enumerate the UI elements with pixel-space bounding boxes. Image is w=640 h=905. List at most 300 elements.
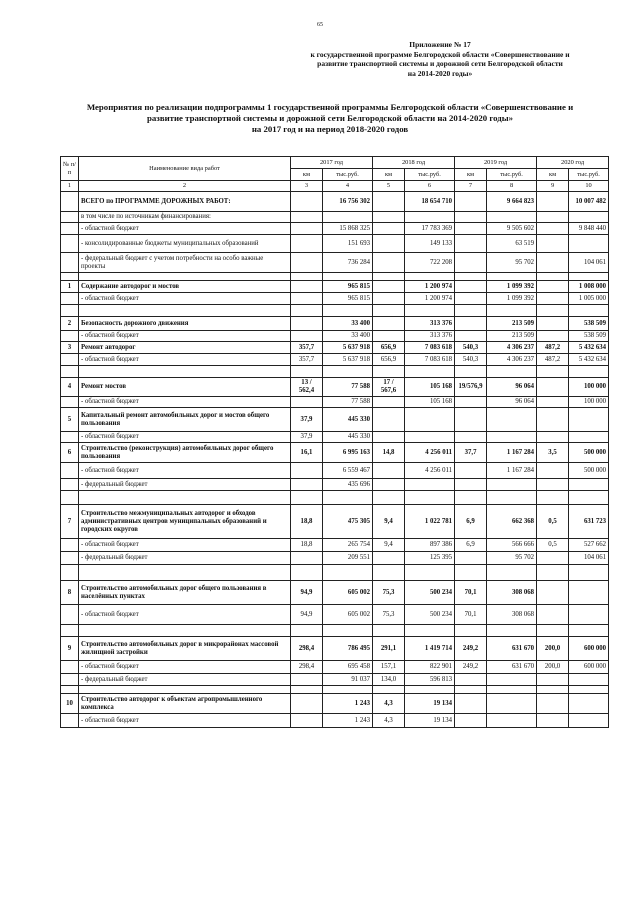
rub-value xyxy=(487,305,537,317)
km-value xyxy=(537,253,569,273)
km-value xyxy=(291,212,323,223)
rub-value xyxy=(569,565,609,581)
km-value: 4,3 xyxy=(373,714,405,728)
km-value: 37,9 xyxy=(291,408,323,432)
rub-value: 5 432 634 xyxy=(569,342,609,354)
appendix-line: развитие транспортной системы и дорожной сети Белгородской области xyxy=(317,59,563,68)
km-value xyxy=(373,305,405,317)
rub-value: 91 037 xyxy=(323,674,373,686)
rub-value: 500 234 xyxy=(405,581,455,605)
rub-value xyxy=(487,408,537,432)
work-name: Безопасность дорожного движения xyxy=(79,317,291,331)
rub-value: 695 458 xyxy=(323,661,373,674)
km-value xyxy=(373,625,405,637)
row-number xyxy=(61,539,79,552)
row-number xyxy=(61,686,79,694)
km-value xyxy=(537,397,569,408)
header-year: 2017 год xyxy=(291,157,373,169)
table-row xyxy=(61,637,609,661)
work-name xyxy=(79,491,291,505)
km-value xyxy=(455,293,487,305)
km-value xyxy=(455,305,487,317)
km-value xyxy=(455,714,487,728)
km-value xyxy=(373,463,405,479)
work-name: в том числе по источникам финансирования: xyxy=(79,212,291,223)
rub-value: 1 200 974 xyxy=(405,293,455,305)
km-value: 200,0 xyxy=(537,661,569,674)
rub-value xyxy=(405,305,455,317)
km-value xyxy=(291,625,323,637)
rub-value: 63 519 xyxy=(487,235,537,253)
km-value xyxy=(291,463,323,479)
col-number: 5 xyxy=(373,181,405,192)
km-value xyxy=(291,235,323,253)
rub-value xyxy=(569,674,609,686)
km-value xyxy=(455,235,487,253)
table-row xyxy=(61,505,609,539)
km-value: 18,8 xyxy=(291,539,323,552)
rub-value: 736 284 xyxy=(323,253,373,273)
table-row xyxy=(61,552,609,565)
work-name: Строительство (реконструкция) автомобильных дорог общего пользования xyxy=(79,443,291,463)
rub-value: 965 815 xyxy=(323,281,373,293)
rub-value: 1 099 392 xyxy=(487,293,537,305)
rub-value: 19 134 xyxy=(405,694,455,714)
rub-value: 77 588 xyxy=(323,397,373,408)
work-name xyxy=(79,625,291,637)
rub-value: 5 637 918 xyxy=(323,354,373,366)
rub-value: 5 637 918 xyxy=(323,342,373,354)
rub-value: 149 133 xyxy=(405,235,455,253)
rub-value xyxy=(569,305,609,317)
rub-value xyxy=(323,212,373,223)
km-value xyxy=(455,408,487,432)
table-row xyxy=(61,674,609,686)
km-value: 19/576,9 xyxy=(455,378,487,397)
rub-value: 125 395 xyxy=(405,552,455,565)
work-name: Строительство автомобильных дорог общего пользования в населённых пунктах xyxy=(79,581,291,605)
row-number: 1 xyxy=(61,281,79,293)
rub-value: 151 693 xyxy=(323,235,373,253)
header-rub: тыс.руб. xyxy=(405,169,455,181)
rub-value: 100 000 xyxy=(569,378,609,397)
table-row xyxy=(61,331,609,342)
appendix-line: к государственной программе Белгородской области «Совершенствование и xyxy=(310,49,570,59)
km-value: 3,5 xyxy=(537,443,569,463)
rub-value xyxy=(405,408,455,432)
work-name: - областной бюджет xyxy=(79,463,291,479)
table-row xyxy=(61,273,609,281)
km-value xyxy=(291,552,323,565)
rub-value xyxy=(323,625,373,637)
km-value xyxy=(455,625,487,637)
km-value: 17 / 567,6 xyxy=(373,378,405,397)
table-row xyxy=(61,212,609,223)
row-number xyxy=(61,479,79,491)
rub-value xyxy=(569,605,609,625)
km-value xyxy=(537,192,569,212)
km-value xyxy=(291,281,323,293)
rub-value xyxy=(323,305,373,317)
table-row xyxy=(61,223,609,235)
km-value xyxy=(455,686,487,694)
rub-value xyxy=(487,686,537,694)
rub-value: 15 868 325 xyxy=(323,223,373,235)
rub-value: 10 007 482 xyxy=(569,192,609,212)
km-value xyxy=(291,293,323,305)
header-rub: тыс.руб. xyxy=(569,169,609,181)
rub-value xyxy=(487,714,537,728)
km-value xyxy=(291,253,323,273)
rub-value: 96 064 xyxy=(487,397,537,408)
rub-value xyxy=(323,491,373,505)
rub-value: 6 995 163 xyxy=(323,443,373,463)
km-value xyxy=(537,317,569,331)
km-value xyxy=(373,223,405,235)
rub-value xyxy=(569,366,609,378)
km-value xyxy=(373,192,405,212)
row-number xyxy=(61,552,79,565)
km-value xyxy=(537,432,569,443)
rub-value xyxy=(405,686,455,694)
km-value xyxy=(373,281,405,293)
rub-value: 475 305 xyxy=(323,505,373,539)
rub-value: 9 505 602 xyxy=(487,223,537,235)
table-row xyxy=(61,491,609,505)
row-number xyxy=(61,605,79,625)
rub-value: 77 588 xyxy=(323,378,373,397)
rub-value: 209 551 xyxy=(323,552,373,565)
rub-value: 445 330 xyxy=(323,408,373,432)
rub-value xyxy=(569,273,609,281)
table-row xyxy=(61,408,609,432)
km-value: 70,1 xyxy=(455,581,487,605)
rub-value: 4 256 011 xyxy=(405,443,455,463)
col-number: 1 xyxy=(61,181,79,192)
rub-value: 6 559 467 xyxy=(323,463,373,479)
table-row xyxy=(61,625,609,637)
table-row xyxy=(61,605,609,625)
work-name: Капитальный ремонт автомобильных дорог и мостов общего пользования xyxy=(79,408,291,432)
rub-value xyxy=(405,479,455,491)
work-name: - областной бюджет xyxy=(79,605,291,625)
km-value xyxy=(537,463,569,479)
km-value xyxy=(373,253,405,273)
km-value: 157,1 xyxy=(373,661,405,674)
work-name xyxy=(79,565,291,581)
km-value xyxy=(291,273,323,281)
rub-value xyxy=(569,491,609,505)
work-name: Строительство автомобильных дорог в микрорайонах массовой жилищной застройки xyxy=(79,637,291,661)
header-km: км xyxy=(537,169,569,181)
row-number: 3 xyxy=(61,342,79,354)
km-value xyxy=(455,491,487,505)
rub-value: 445 330 xyxy=(323,432,373,443)
rub-value: 538 509 xyxy=(569,331,609,342)
km-value xyxy=(537,378,569,397)
rub-value xyxy=(569,625,609,637)
title-line: развитие транспортной системы и дорожной сети Белгородской области на 2014-2020 годы» xyxy=(147,113,513,123)
work-name: - областной бюджет xyxy=(79,354,291,366)
rub-value xyxy=(487,674,537,686)
rub-value xyxy=(405,432,455,443)
km-value: 357,7 xyxy=(291,342,323,354)
rub-value: 1 005 000 xyxy=(569,293,609,305)
rub-value: 19 134 xyxy=(405,714,455,728)
km-value: 94,9 xyxy=(291,605,323,625)
rub-value xyxy=(569,581,609,605)
rub-value: 786 495 xyxy=(323,637,373,661)
table-row xyxy=(61,342,609,354)
km-value xyxy=(537,235,569,253)
row-number xyxy=(61,397,79,408)
page-number: 65 xyxy=(317,22,323,28)
table-row xyxy=(61,253,609,273)
rub-value xyxy=(405,212,455,223)
rub-value: 1 167 284 xyxy=(487,463,537,479)
work-name: - областной бюджет xyxy=(79,539,291,552)
header-km: км xyxy=(373,169,405,181)
work-name: - областной бюджет xyxy=(79,223,291,235)
km-value xyxy=(537,674,569,686)
table-row xyxy=(61,281,609,293)
rub-value xyxy=(405,491,455,505)
km-value xyxy=(537,293,569,305)
row-number xyxy=(61,223,79,235)
rub-value: 1 167 284 xyxy=(487,443,537,463)
table-row xyxy=(61,479,609,491)
km-value xyxy=(455,463,487,479)
work-name: ВСЕГО по ПРОГРАММЕ ДОРОЖНЫХ РАБОТ: xyxy=(79,192,291,212)
rub-value xyxy=(487,273,537,281)
work-name: Ремонт мостов xyxy=(79,378,291,397)
rub-value: 600 000 xyxy=(569,661,609,674)
col-number: 10 xyxy=(569,181,609,192)
rub-value: 631 670 xyxy=(487,661,537,674)
km-value: 75,3 xyxy=(373,605,405,625)
km-value: 249,2 xyxy=(455,661,487,674)
rub-value xyxy=(569,694,609,714)
km-value xyxy=(537,366,569,378)
km-value xyxy=(373,397,405,408)
table-row xyxy=(61,293,609,305)
km-value xyxy=(291,223,323,235)
rub-value xyxy=(487,212,537,223)
work-name: - областной бюджет xyxy=(79,661,291,674)
col-number: 9 xyxy=(537,181,569,192)
rub-value xyxy=(569,408,609,432)
rub-value: 7 083 618 xyxy=(405,342,455,354)
rub-value: 9 664 823 xyxy=(487,192,537,212)
rub-value: 566 666 xyxy=(487,539,537,552)
km-value xyxy=(537,223,569,235)
work-name xyxy=(79,273,291,281)
km-value xyxy=(373,366,405,378)
work-name: - областной бюджет xyxy=(79,397,291,408)
km-value xyxy=(537,605,569,625)
work-name: - областной бюджет xyxy=(79,714,291,728)
km-value: 13 / 562,4 xyxy=(291,378,323,397)
km-value xyxy=(537,714,569,728)
work-name: Строительство автодорог к объектам агропромышленного комплекса xyxy=(79,694,291,714)
km-value xyxy=(291,674,323,686)
header-row-colnums xyxy=(61,181,609,192)
row-number xyxy=(61,714,79,728)
km-value xyxy=(537,479,569,491)
km-value xyxy=(455,281,487,293)
row-number xyxy=(61,192,79,212)
header-num: № п/п xyxy=(61,157,79,181)
km-value: 0,5 xyxy=(537,505,569,539)
km-value xyxy=(537,625,569,637)
rub-value: 105 168 xyxy=(405,378,455,397)
rub-value: 100 000 xyxy=(569,397,609,408)
work-name xyxy=(79,305,291,317)
rub-value: 308 068 xyxy=(487,581,537,605)
km-value xyxy=(537,305,569,317)
table-row xyxy=(61,366,609,378)
km-value xyxy=(373,293,405,305)
table-row xyxy=(61,686,609,694)
rub-value xyxy=(569,212,609,223)
km-value xyxy=(291,331,323,342)
col-number: 3 xyxy=(291,181,323,192)
rub-value: 1 419 714 xyxy=(405,637,455,661)
rub-value: 897 386 xyxy=(405,539,455,552)
km-value xyxy=(291,317,323,331)
header-km: км xyxy=(455,169,487,181)
km-value xyxy=(373,273,405,281)
table-row xyxy=(61,714,609,728)
col-number: 6 xyxy=(405,181,455,192)
rub-value: 527 662 xyxy=(569,539,609,552)
km-value xyxy=(455,253,487,273)
header-year: 2018 год xyxy=(373,157,455,169)
row-number xyxy=(61,674,79,686)
km-value: 357,7 xyxy=(291,354,323,366)
km-value xyxy=(373,491,405,505)
km-value xyxy=(373,317,405,331)
header-row-years xyxy=(61,157,609,169)
km-value: 18,8 xyxy=(291,505,323,539)
km-value: 37,7 xyxy=(455,443,487,463)
km-value xyxy=(291,479,323,491)
table-row xyxy=(61,235,609,253)
rub-value: 104 061 xyxy=(569,253,609,273)
km-value xyxy=(455,212,487,223)
rub-value: 1 099 392 xyxy=(487,281,537,293)
km-value xyxy=(537,212,569,223)
row-number xyxy=(61,366,79,378)
rub-value: 631 670 xyxy=(487,637,537,661)
table-row xyxy=(61,354,609,366)
work-name: Содержание автодорог и мостов xyxy=(79,281,291,293)
km-value: 291,1 xyxy=(373,637,405,661)
rub-value xyxy=(569,235,609,253)
table-row xyxy=(61,378,609,397)
work-name: Строительство межмуниципальных автодорог и обходов административных центров муниципальных образований и городских округов xyxy=(79,505,291,539)
km-value: 70,1 xyxy=(455,605,487,625)
km-value: 134,0 xyxy=(373,674,405,686)
rub-value: 308 068 xyxy=(487,605,537,625)
km-value xyxy=(455,694,487,714)
table-row xyxy=(61,305,609,317)
rub-value: 500 000 xyxy=(569,463,609,479)
km-value: 6,9 xyxy=(455,539,487,552)
rub-value xyxy=(487,432,537,443)
row-number xyxy=(61,273,79,281)
rub-value xyxy=(487,491,537,505)
km-value xyxy=(291,397,323,408)
km-value xyxy=(537,694,569,714)
row-number: 6 xyxy=(61,443,79,463)
table-row xyxy=(61,443,609,463)
header-km: км xyxy=(291,169,323,181)
row-number: 2 xyxy=(61,317,79,331)
row-number xyxy=(61,491,79,505)
km-value xyxy=(455,192,487,212)
title-line: на 2017 год и на период 2018-2020 годов xyxy=(251,124,409,134)
rub-value: 1 200 974 xyxy=(405,281,455,293)
table-row xyxy=(61,565,609,581)
rub-value xyxy=(323,273,373,281)
rub-value: 500 234 xyxy=(405,605,455,625)
km-value xyxy=(291,491,323,505)
row-number xyxy=(61,212,79,223)
work-name: Ремонт автодорог xyxy=(79,342,291,354)
row-number xyxy=(61,463,79,479)
rub-value: 500 000 xyxy=(569,443,609,463)
work-name: - консолидированные бюджеты муниципальных образований xyxy=(79,235,291,253)
header-name: Наименование вида работ xyxy=(79,157,291,181)
km-value xyxy=(455,331,487,342)
rub-value xyxy=(405,366,455,378)
rub-value: 662 368 xyxy=(487,505,537,539)
rub-value: 96 064 xyxy=(487,378,537,397)
table-row xyxy=(61,463,609,479)
km-value xyxy=(373,212,405,223)
km-value xyxy=(455,674,487,686)
km-value: 9,4 xyxy=(373,539,405,552)
rub-value xyxy=(569,686,609,694)
km-value: 6,9 xyxy=(455,505,487,539)
table-row xyxy=(61,432,609,443)
rub-value: 4 256 011 xyxy=(405,463,455,479)
work-name xyxy=(79,686,291,694)
rub-value xyxy=(569,714,609,728)
rub-value xyxy=(487,694,537,714)
row-number xyxy=(61,432,79,443)
rub-value: 538 509 xyxy=(569,317,609,331)
rub-value xyxy=(405,273,455,281)
rub-value xyxy=(569,432,609,443)
km-value xyxy=(373,479,405,491)
rub-value xyxy=(405,625,455,637)
km-value xyxy=(537,581,569,605)
row-number xyxy=(61,331,79,342)
km-value: 9,4 xyxy=(373,505,405,539)
km-value: 540,3 xyxy=(455,354,487,366)
rub-value: 1 243 xyxy=(323,714,373,728)
appendix-line: на 2014-2020 годы» xyxy=(407,68,473,78)
table-row xyxy=(61,317,609,331)
rub-value: 4 306 237 xyxy=(487,354,537,366)
rub-value: 631 723 xyxy=(569,505,609,539)
km-value: 200,0 xyxy=(537,637,569,661)
rub-value: 9 848 440 xyxy=(569,223,609,235)
km-value xyxy=(537,565,569,581)
km-value: 656,9 xyxy=(373,354,405,366)
